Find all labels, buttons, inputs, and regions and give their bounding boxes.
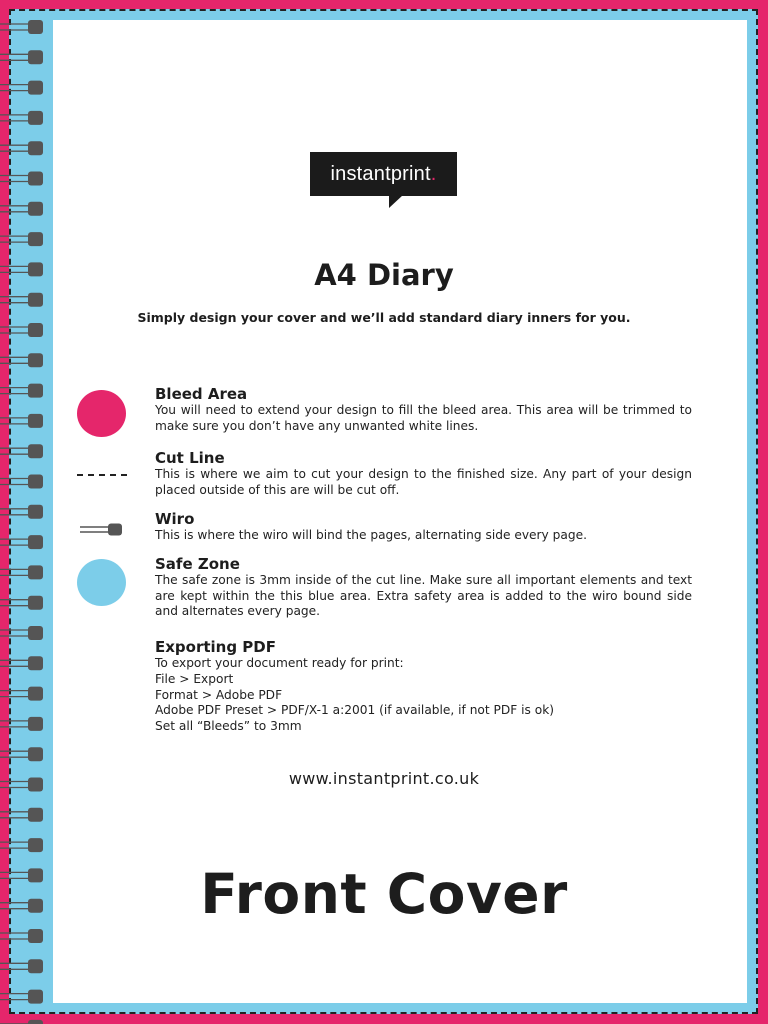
wiro-loop-hole [28, 747, 43, 761]
wiro-loop-hole [28, 1020, 43, 1024]
blue-circle-icon [77, 559, 126, 606]
legend-heading: Wiro [155, 510, 195, 528]
page-subtitle: Simply design your cover and we’ll add standard diary inners for you. [137, 310, 631, 325]
wiro-loop-hole [28, 232, 43, 246]
legend-bleed-area [155, 385, 692, 434]
wiro-loop-hole [28, 81, 43, 95]
wiro-loop-hole [28, 293, 43, 307]
export-line: Set all “Bleeds” to 3mm [155, 719, 302, 734]
wiro-loop-hole [28, 323, 43, 337]
dashed-line-icon [77, 474, 127, 476]
wiro-loop-hole [28, 596, 43, 610]
instantprint-logo [310, 152, 457, 196]
wiro-loop-hole [28, 838, 43, 852]
logo-speech-tail [389, 195, 403, 208]
wiro-loop-hole [28, 172, 43, 186]
wiro-loop-hole [28, 202, 43, 216]
wiro-loop-hole [28, 626, 43, 640]
wiro-loop-hole [28, 565, 43, 579]
pink-circle-icon [77, 390, 126, 437]
wiro-loop-hole [28, 717, 43, 731]
legend-cut-line [155, 449, 692, 498]
legend-safe-zone [155, 555, 692, 620]
export-line: File > Export [155, 671, 234, 686]
legend-heading: Cut Line [155, 449, 225, 467]
legend-heading: Bleed Area [155, 385, 248, 403]
export-line: To export your document ready for print: [155, 656, 404, 670]
wiro-loop-hole [28, 20, 43, 34]
wiro-loop-hole [28, 505, 43, 519]
wiro-loop-hole [28, 444, 43, 458]
wiro-loop-hole [28, 111, 43, 125]
legend-text: You will need to extend your design to fill the bleed area. This area will be trimmed to make sure you don’t have any unwanted white lines. [155, 403, 692, 433]
wiro-loop-hole [28, 141, 43, 155]
legend-wiro [155, 510, 692, 544]
wiro-loop-hole [28, 959, 43, 973]
page-title: A4 Diary [314, 258, 454, 292]
wiro-loop-hole [28, 414, 43, 428]
export-instructions [155, 638, 692, 735]
wiro-loop-hole [28, 808, 43, 822]
wiro-loop-hole [28, 990, 43, 1004]
wiro-loop-hole [28, 50, 43, 64]
export-line: Adobe PDF Preset > PDF/X-1 a:2001 (if available, if not PDF is ok) [155, 703, 555, 718]
logo-dot: . [430, 163, 437, 185]
wiro-loop-hole [28, 656, 43, 670]
export-heading: Exporting PDF [155, 638, 277, 656]
export-line: Format > Adobe PDF [155, 687, 283, 702]
wiro-loop-hole [28, 475, 43, 489]
front-cover-label: Front Cover [200, 862, 568, 926]
website-url: www.instantprint.co.uk [288, 769, 480, 788]
wiro-loop-hole [28, 535, 43, 549]
wiro-loop-hole [28, 353, 43, 367]
legend-text: This is where the wiro will bind the pages, alternating side every page. [155, 528, 587, 542]
legend-text: The safe zone is 3mm inside of the cut line. Make sure all important elements and text are kept within the this blue area. Extra safety area is added to the wiro bound side and alternates every page. [155, 573, 692, 618]
legend-heading: Safe Zone [155, 555, 240, 573]
wiro-loop-hole [28, 929, 43, 943]
legend-text: This is where we aim to cut your design to the finished size. Any part of your design placed outside of this are will be cut off. [155, 467, 692, 497]
logo-text: instantprint [330, 163, 431, 185]
wiro-icon [80, 522, 125, 538]
wiro-loop-hole [28, 687, 43, 701]
wiro-loop-hole [28, 384, 43, 398]
